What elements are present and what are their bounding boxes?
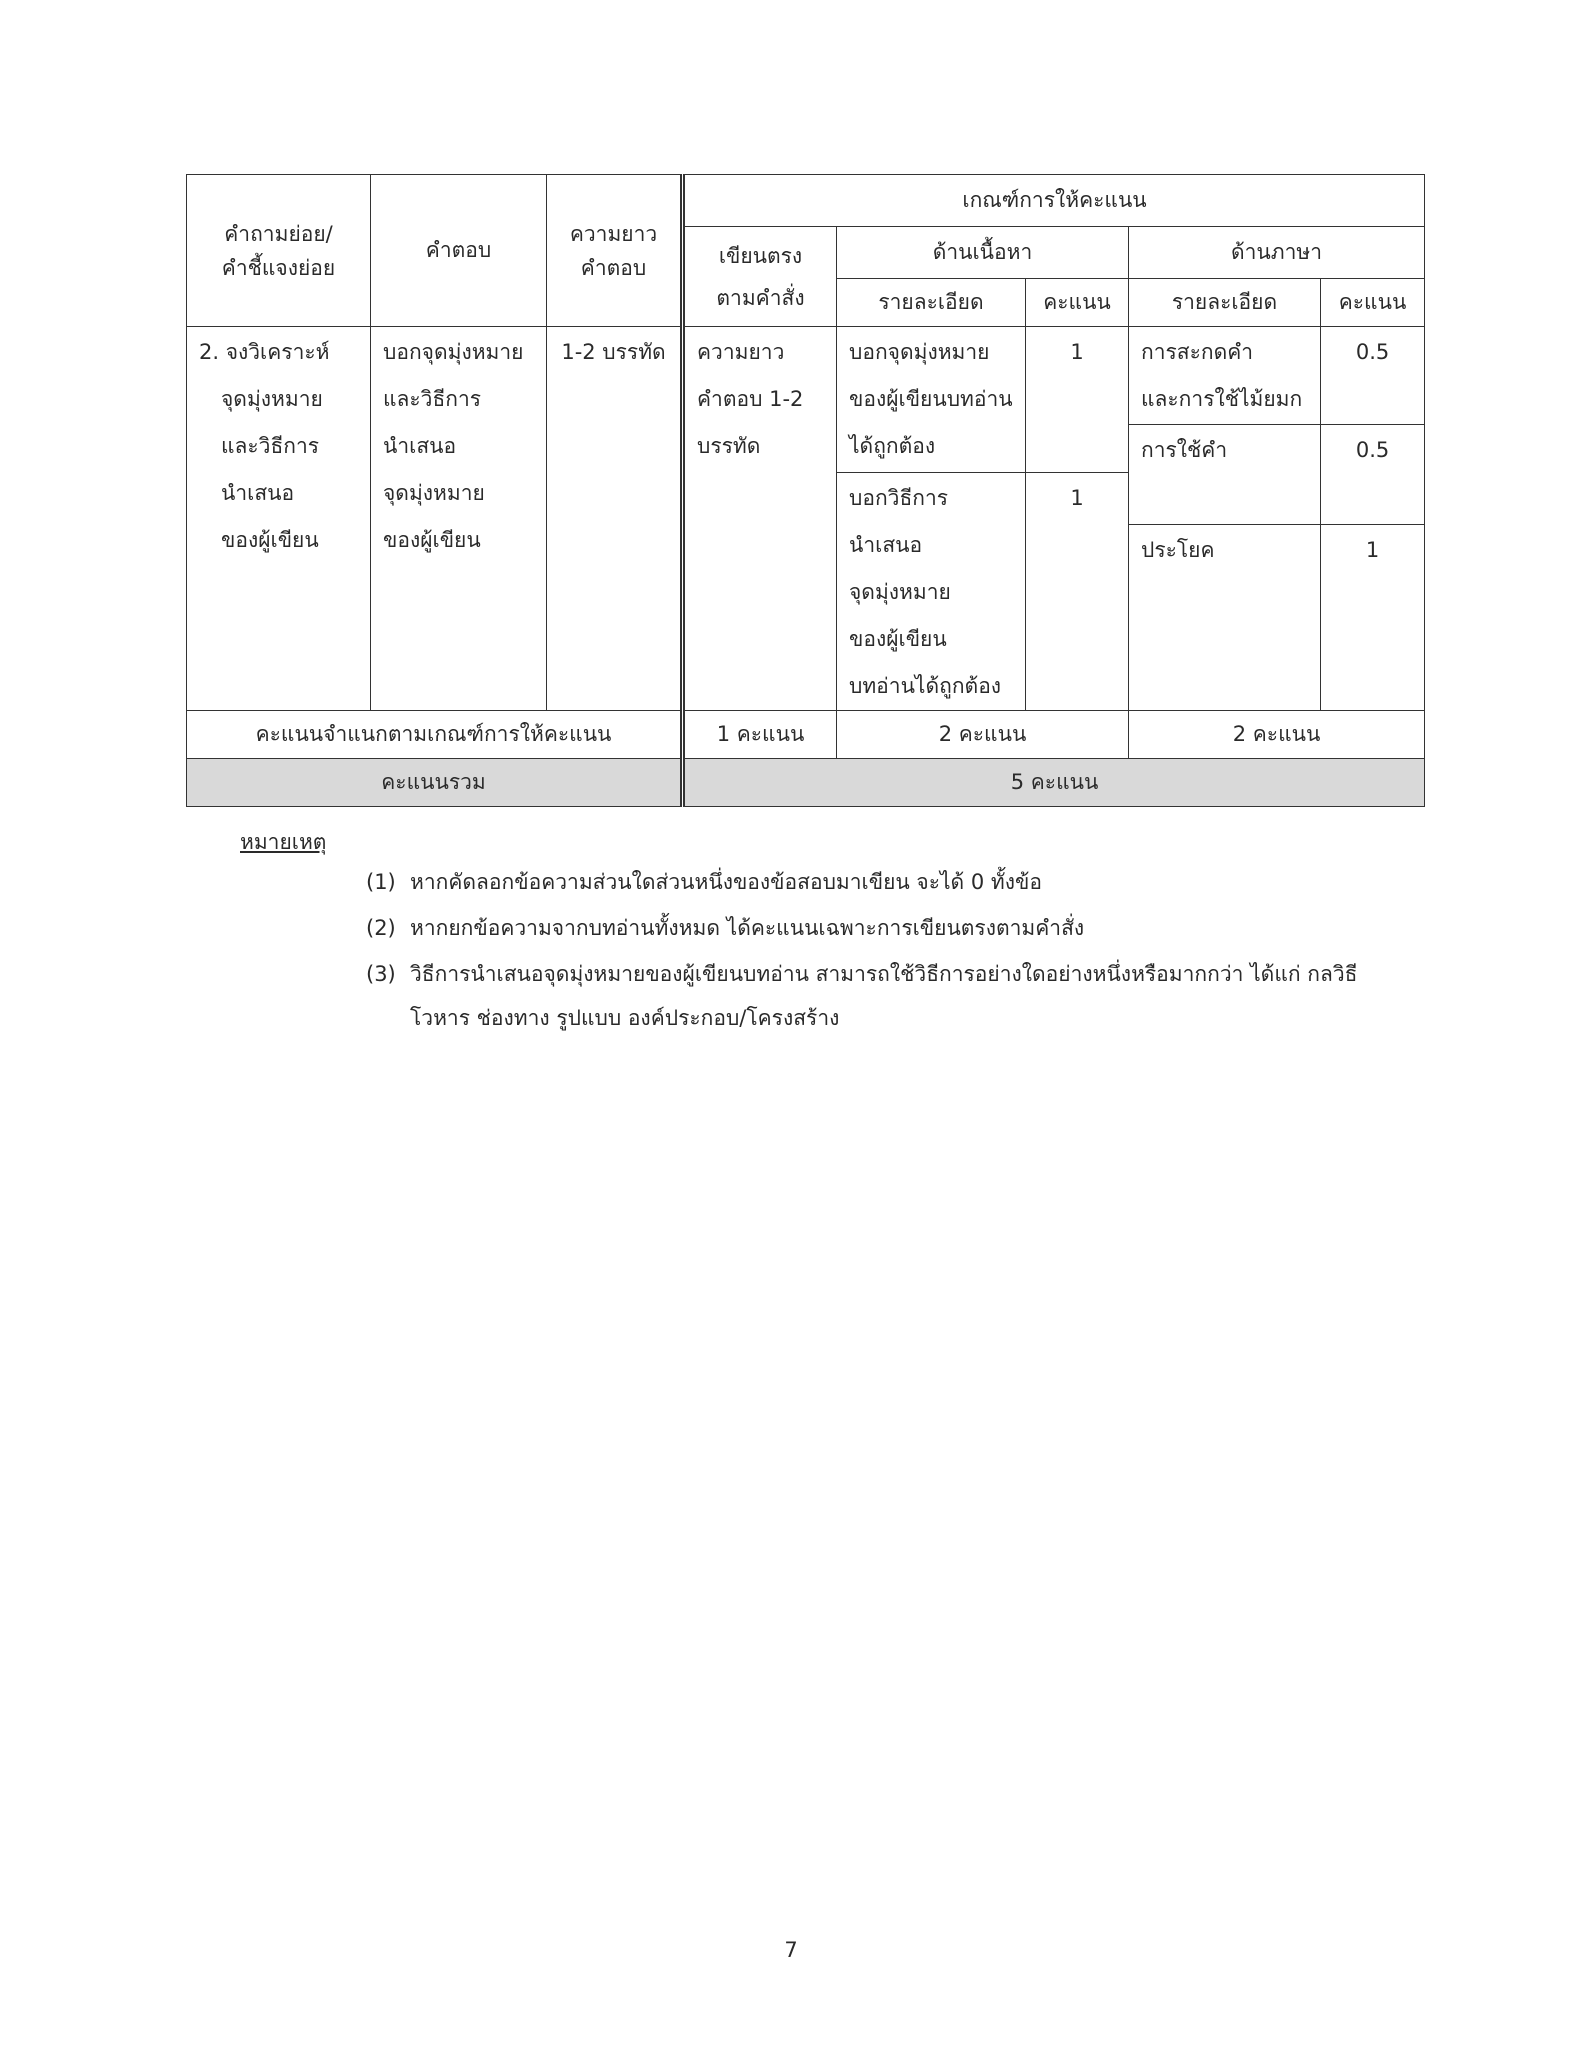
page-number: 7 [784, 1938, 798, 1962]
question-line: นำเสนอ [221, 481, 295, 505]
question-line: ของผู้เขียน [221, 528, 319, 552]
content-line: ได้ถูกต้อง [849, 434, 936, 458]
direct-line: บรรทัด [697, 434, 761, 458]
direct-line: ความยาว [697, 340, 785, 364]
header-score-language: คะแนน [1321, 279, 1425, 327]
header-language-side: ด้านภาษา [1129, 227, 1425, 279]
scoring-rubric-table [186, 174, 1425, 807]
header-score-content: คะแนน [1026, 279, 1129, 327]
note-text: หากยกข้อความจากบทอ่านทั้งหมด ได้คะแนนเฉพาะการเขียนตรงตามคำสั่ง [410, 916, 1085, 940]
language-line: และการใช้ไม้ยมก [1141, 387, 1303, 411]
header-detail-language: รายละเอียด [1129, 279, 1321, 327]
cell-answer [371, 327, 547, 711]
total-value: 5 คะแนน [683, 759, 1425, 807]
question-line: และวิธีการ [221, 434, 320, 458]
header-write-direct: เขียนตรง ตามคำสั่ง [683, 227, 837, 327]
subtotal-content: 2 คะแนน [837, 711, 1129, 759]
answer-line: นำเสนอ [383, 434, 457, 458]
header-content-side: ด้านเนื้อหา [837, 227, 1129, 279]
note-number: (3) [366, 962, 396, 986]
header-answer-length: ความยาว คำตอบ [547, 175, 683, 327]
cell-write-direct [683, 327, 837, 711]
language-item-2-score: 0.5 [1321, 425, 1425, 525]
language-line: ประโยค [1141, 538, 1215, 563]
note-line: วิธีการนำเสนอจุดมุ่งหมายของผู้เขียนบทอ่าน สามารถใช้วิธีการอย่างใดอย่างหนึ่งหรือมากกว่า ได้แก่ กลวิธี [410, 962, 1358, 986]
header-answer: คำตอบ [371, 175, 547, 327]
question-line: 2. จงวิเคราะห์ [199, 340, 330, 364]
header-subquestion: คำถามย่อย/ คำชี้แจงย่อย [187, 175, 371, 327]
header-detail-content: รายละเอียด [837, 279, 1026, 327]
content-line: บทอ่านได้ถูกต้อง [849, 674, 1002, 698]
content-item-2-score: 1 [1026, 473, 1129, 711]
total-label: คะแนนรวม [187, 759, 683, 807]
language-item-3-score: 1 [1321, 525, 1425, 711]
notes-title: หมายเหตุ [240, 830, 327, 854]
header-criteria: เกณฑ์การให้คะแนน [683, 175, 1425, 227]
subtotal-label: คะแนนจำแนกตามเกณฑ์การให้คะแนน [187, 711, 683, 759]
content-item-2-detail [837, 473, 1026, 711]
content-line: ของผู้เขียนบทอ่าน [849, 387, 1013, 411]
answer-line: จุดมุ่งหมาย [383, 481, 485, 505]
language-item-2-detail [1129, 425, 1321, 525]
content-line: นำเสนอ [849, 533, 923, 557]
note-item [366, 952, 1406, 1044]
language-item-1-detail [1129, 327, 1321, 425]
content-line: บอกวิธีการ [849, 486, 949, 510]
content-line: จุดมุ่งหมาย [849, 580, 951, 604]
note-line: โวหาร ช่องทาง รูปแบบ องค์ประกอบ/โครงสร้าง [410, 1006, 840, 1030]
content-item-1-score: 1 [1026, 327, 1129, 473]
subtotal-language: 2 คะแนน [1129, 711, 1425, 759]
answer-line: และวิธีการ [383, 387, 482, 411]
language-item-1-score: 0.5 [1321, 327, 1425, 425]
language-item-3-detail [1129, 525, 1321, 711]
note-number: (1) [366, 870, 396, 894]
content-line: บอกจุดมุ่งหมาย [849, 340, 990, 364]
language-line: การสะกดคำ [1141, 340, 1254, 364]
note-text: หากคัดลอกข้อความส่วนใดส่วนหนึ่งของข้อสอบมาเขียน จะได้ 0 ทั้งข้อ [410, 870, 1042, 894]
subtotal-direct: 1 คะแนน [683, 711, 837, 759]
question-line: จุดมุ่งหมาย [221, 387, 323, 411]
answer-line: ของผู้เขียน [383, 528, 481, 552]
answer-line: บอกจุดมุ่งหมาย [383, 340, 524, 364]
note-text [410, 952, 1410, 1040]
cell-length: 1-2 บรรทัด [547, 327, 683, 711]
cell-question [187, 327, 371, 711]
direct-line: คำตอบ 1-2 [697, 387, 804, 411]
content-line: ของผู้เขียน [849, 627, 947, 651]
content-item-1-detail [837, 327, 1026, 473]
note-number: (2) [366, 916, 396, 940]
language-line: การใช้คำ [1141, 438, 1228, 462]
